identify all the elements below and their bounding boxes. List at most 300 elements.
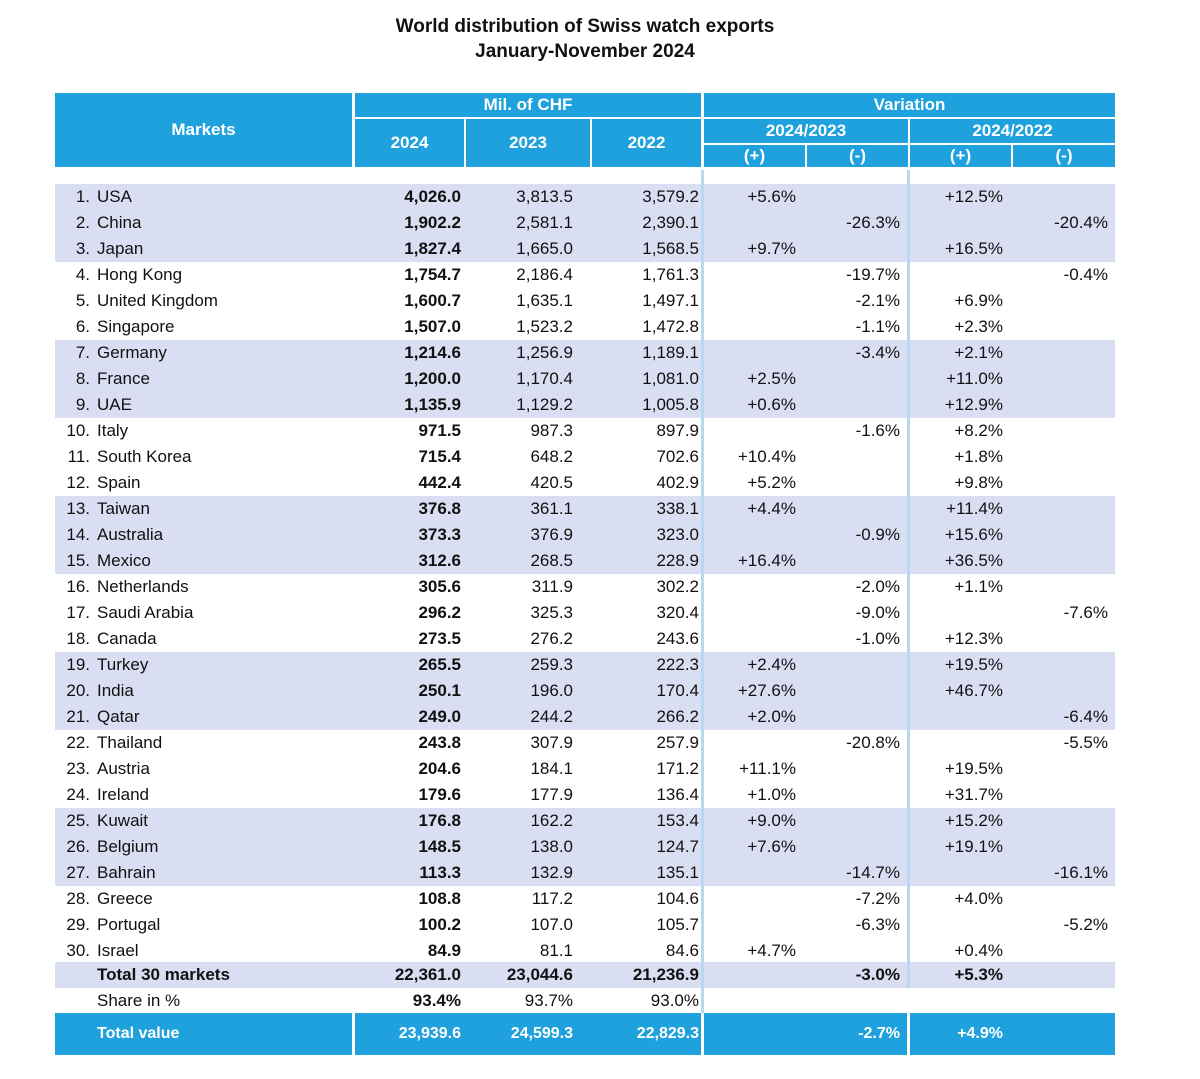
var-2022-plus: +12.5% xyxy=(944,187,1003,206)
var-2022-minus xyxy=(1015,652,1108,678)
rank: 11. xyxy=(67,447,90,466)
market-name: Canada xyxy=(97,629,157,648)
total-30-row xyxy=(55,962,1115,988)
value-2023: 259.3 xyxy=(530,655,573,674)
value-2023: 325.3 xyxy=(530,603,573,622)
value-2024: 108.8 xyxy=(418,889,461,908)
value-2022: 2,390.1 xyxy=(642,213,699,232)
value-2024: 176.8 xyxy=(418,811,461,830)
market-name: Japan xyxy=(97,239,144,258)
market-name: Mexico xyxy=(97,551,151,570)
value-2023: 1,523.2 xyxy=(516,317,573,336)
value-2022: 105.7 xyxy=(656,915,699,934)
var-2022-minus: -7.6% xyxy=(1063,603,1108,622)
var-2022-minus xyxy=(1015,834,1108,860)
rank: 17. xyxy=(66,603,90,622)
var-2022-plus: +15.2% xyxy=(944,811,1003,830)
header-var-2023-minus: (-) xyxy=(807,145,908,167)
header-mil-chf: Mil. of CHF xyxy=(355,93,701,117)
var-2023-plus xyxy=(703,314,796,340)
value-2023: 987.3 xyxy=(530,421,573,440)
rank: 13. xyxy=(66,499,90,518)
total-separator-1 xyxy=(352,1013,355,1055)
var-2022-plus: +19.1% xyxy=(944,837,1003,856)
var-2022-plus: +46.7% xyxy=(944,681,1003,700)
total-30-var-2022: +5.3% xyxy=(954,965,1003,984)
table-row xyxy=(55,236,1115,262)
rank: 9. xyxy=(75,395,90,414)
var-2023-plus: +9.7% xyxy=(747,239,796,258)
rank: 23. xyxy=(66,759,90,778)
var-2023-plus: +7.6% xyxy=(747,837,796,856)
value-2022: 3,579.2 xyxy=(642,187,699,206)
share-row xyxy=(55,988,1115,1014)
var-2022-minus: -6.4% xyxy=(1063,707,1108,726)
market-name: Portugal xyxy=(97,915,161,934)
value-2023: 361.1 xyxy=(530,499,573,518)
var-2022-plus xyxy=(910,912,1003,938)
var-2023-minus xyxy=(805,938,900,964)
var-2022-plus: +9.8% xyxy=(954,473,1003,492)
value-2022: 702.6 xyxy=(656,447,699,466)
value-2022: 1,189.1 xyxy=(642,343,699,362)
value-2023: 196.0 xyxy=(530,681,573,700)
value-2023: 81.1 xyxy=(539,941,573,960)
var-2022-plus: +12.3% xyxy=(944,629,1003,648)
var-2023-plus: +16.4% xyxy=(737,551,796,570)
var-2023-minus xyxy=(805,808,900,834)
table-row xyxy=(55,782,1115,808)
var-2023-minus xyxy=(805,392,900,418)
table-row xyxy=(55,860,1115,886)
header-var-2022: 2024/2022 xyxy=(910,119,1115,143)
value-2024: 4,026.0 xyxy=(404,187,461,206)
var-2022-plus: +8.2% xyxy=(954,421,1003,440)
table-row xyxy=(55,678,1115,704)
var-2022-minus: -5.2% xyxy=(1063,915,1108,934)
total-30-2022: 21,236.9 xyxy=(632,965,699,984)
value-2022: 170.4 xyxy=(656,681,699,700)
value-2023: 268.5 xyxy=(530,551,573,570)
var-2023-plus xyxy=(703,886,796,912)
value-2023: 307.9 xyxy=(530,733,573,752)
value-2024: 249.0 xyxy=(418,707,461,726)
value-2024: 1,214.6 xyxy=(404,343,461,362)
value-2023: 311.9 xyxy=(531,577,573,596)
value-2024: 312.6 xyxy=(418,551,461,570)
table-row xyxy=(55,288,1115,314)
header-2024: 2024 xyxy=(355,119,464,167)
value-2023: 3,813.5 xyxy=(516,187,573,206)
share-2022: 93.0% xyxy=(650,991,699,1010)
var-2023-minus xyxy=(805,756,900,782)
rank: 24. xyxy=(66,785,90,804)
total-separator-2 xyxy=(701,1013,704,1055)
var-2023-plus: +11.1% xyxy=(739,759,796,778)
value-2023: 1,129.2 xyxy=(516,395,573,414)
share-label: Share in % xyxy=(97,991,181,1010)
value-2024: 113.3 xyxy=(419,863,461,882)
rank: 12. xyxy=(66,473,90,492)
table-row xyxy=(55,522,1115,548)
value-2023: 1,256.9 xyxy=(516,343,573,362)
market-name: Singapore xyxy=(97,317,175,336)
value-2024: 442.4 xyxy=(418,473,461,492)
value-2023: 2,581.1 xyxy=(516,213,573,232)
value-2024: 715.4 xyxy=(418,447,461,466)
page-subtitle: January-November 2024 xyxy=(475,41,695,62)
value-2024: 148.5 xyxy=(418,837,461,856)
var-2023-plus: +0.6% xyxy=(747,395,796,414)
value-2023: 1,635.1 xyxy=(516,291,573,310)
var-2023-plus xyxy=(703,262,796,288)
table-row xyxy=(55,340,1115,366)
var-2022-minus xyxy=(1015,392,1108,418)
value-2024: 1,200.0 xyxy=(404,369,461,388)
var-2022-plus: +6.9% xyxy=(954,291,1003,310)
market-name: Austria xyxy=(97,759,150,778)
market-name: Ireland xyxy=(97,785,149,804)
market-name: Kuwait xyxy=(97,811,149,830)
table-row xyxy=(55,418,1115,444)
market-name: China xyxy=(97,213,142,232)
value-2022: 1,472.8 xyxy=(642,317,699,336)
rank: 10. xyxy=(66,421,90,440)
var-2023-plus: +2.5% xyxy=(747,369,796,388)
var-2022-plus xyxy=(910,730,1003,756)
table-row xyxy=(55,704,1115,730)
value-2023: 177.9 xyxy=(530,785,573,804)
value-2022: 320.4 xyxy=(656,603,699,622)
market-name: USA xyxy=(97,187,132,206)
var-2023-plus xyxy=(703,860,796,886)
var-2022-plus: +16.5% xyxy=(944,239,1003,258)
var-2022-plus xyxy=(910,860,1003,886)
value-2024: 265.5 xyxy=(418,655,461,674)
var-2022-plus: +19.5% xyxy=(944,759,1003,778)
market-name: India xyxy=(97,681,134,700)
rank: 4. xyxy=(75,265,90,284)
table-row xyxy=(55,912,1115,938)
var-2022-plus xyxy=(910,704,1003,730)
rank: 30. xyxy=(66,941,90,960)
var-2022-plus: +2.1% xyxy=(954,343,1003,362)
rank: 14. xyxy=(66,525,90,544)
table-row xyxy=(55,938,1115,964)
table-row xyxy=(55,262,1115,288)
var-2022-plus: +12.9% xyxy=(944,395,1003,414)
var-2022-minus xyxy=(1015,340,1108,366)
var-2023-plus: +2.0% xyxy=(747,707,796,726)
table-row xyxy=(55,886,1115,912)
var-2023-minus: -2.0% xyxy=(855,577,900,596)
table-row xyxy=(55,652,1115,678)
var-2023-minus xyxy=(805,444,900,470)
value-2022: 1,497.1 xyxy=(642,291,699,310)
share-2023: 93.7% xyxy=(524,991,573,1010)
var-2022-minus xyxy=(1015,418,1108,444)
var-2022-minus xyxy=(1015,548,1108,574)
var-2023-minus xyxy=(805,652,900,678)
market-name: Thailand xyxy=(97,733,163,752)
value-2022: 222.3 xyxy=(656,655,699,674)
table-row xyxy=(55,392,1115,418)
var-2023-minus xyxy=(805,782,900,808)
rank: 29. xyxy=(66,915,90,934)
market-name: France xyxy=(97,369,150,388)
var-2022-minus xyxy=(1015,678,1108,704)
var-2023-minus: -1.1% xyxy=(855,317,900,336)
value-2023: 117.2 xyxy=(531,889,573,908)
total-value-2024: 23,939.6 xyxy=(398,1025,461,1042)
var-2022-minus xyxy=(1015,756,1108,782)
total-value-label: Total value xyxy=(97,1025,180,1042)
var-2023-minus xyxy=(805,834,900,860)
value-2022: 84.6 xyxy=(665,941,699,960)
var-2022-plus: +1.8% xyxy=(954,447,1003,466)
var-2023-plus: +27.6% xyxy=(737,681,796,700)
value-2024: 273.5 xyxy=(418,629,461,648)
table-row xyxy=(55,444,1115,470)
rank: 22. xyxy=(66,733,90,752)
market-name: Bahrain xyxy=(97,863,156,882)
table-row xyxy=(55,184,1115,210)
var-2022-plus: +1.1% xyxy=(954,577,1003,596)
header-var-2022-plus: (+) xyxy=(910,145,1011,167)
rank: 8. xyxy=(75,369,90,388)
var-2023-minus: -7.2% xyxy=(855,889,900,908)
value-2022: 257.9 xyxy=(656,733,699,752)
market-name: UAE xyxy=(97,395,132,414)
table-row xyxy=(55,496,1115,522)
market-name: United Kingdom xyxy=(97,291,218,310)
market-name: South Korea xyxy=(97,447,192,466)
value-2024: 1,827.4 xyxy=(404,239,461,258)
var-2022-plus: +4.0% xyxy=(954,889,1003,908)
value-2022: 1,005.8 xyxy=(642,395,699,414)
rank: 2. xyxy=(75,213,90,232)
var-2023-minus xyxy=(805,678,900,704)
value-2023: 107.0 xyxy=(530,915,573,934)
value-2024: 971.5 xyxy=(418,421,461,440)
market-name: Australia xyxy=(97,525,164,544)
var-2022-minus xyxy=(1015,626,1108,652)
var-2022-plus: +36.5% xyxy=(944,551,1003,570)
value-2024: 1,600.7 xyxy=(404,291,461,310)
market-name: Saudi Arabia xyxy=(97,603,194,622)
total-30-2024: 22,361.0 xyxy=(394,965,461,984)
var-2022-minus: -16.1% xyxy=(1054,863,1108,882)
var-2022-minus xyxy=(1015,574,1108,600)
var-2022-plus xyxy=(910,262,1003,288)
header-markets: Markets xyxy=(55,93,352,167)
value-2024: 376.8 xyxy=(418,499,461,518)
header-var-2023-plus: (+) xyxy=(704,145,805,167)
var-2022-minus xyxy=(1015,236,1108,262)
value-2022: 228.9 xyxy=(656,551,699,570)
total-30-label: Total 30 markets xyxy=(97,965,230,984)
var-2023-minus: -9.0% xyxy=(855,603,900,622)
rank: 15. xyxy=(66,551,90,570)
value-2024: 243.8 xyxy=(418,733,461,752)
table-row xyxy=(55,730,1115,756)
var-2023-minus: -26.3% xyxy=(846,213,900,232)
var-2023-minus xyxy=(805,704,900,730)
rank: 1. xyxy=(75,187,90,206)
table-row xyxy=(55,574,1115,600)
total-value-var-2022: +4.9% xyxy=(957,1025,1003,1042)
market-name: Spain xyxy=(97,473,141,492)
header-var-2022-minus: (-) xyxy=(1013,145,1115,167)
value-2023: 184.1 xyxy=(530,759,573,778)
market-name: Netherlands xyxy=(97,577,189,596)
value-2022: 323.0 xyxy=(656,525,699,544)
value-2024: 1,902.2 xyxy=(404,213,461,232)
rank: 3. xyxy=(75,239,90,258)
value-2023: 2,186.4 xyxy=(516,265,573,284)
var-2023-minus: -0.9% xyxy=(855,525,900,544)
value-2023: 138.0 xyxy=(530,837,573,856)
var-2023-plus xyxy=(703,340,796,366)
total-30-var-2023: -3.0% xyxy=(855,965,900,984)
total-value-2023: 24,599.3 xyxy=(510,1025,573,1042)
var-2022-minus xyxy=(1015,366,1108,392)
value-2024: 250.1 xyxy=(418,681,461,700)
page-title: World distribution of Swiss watch exports xyxy=(395,16,775,37)
rank: 25. xyxy=(66,811,90,830)
table-row xyxy=(55,470,1115,496)
market-name: Hong Kong xyxy=(97,265,183,284)
value-2024: 179.6 xyxy=(418,785,461,804)
value-2022: 136.4 xyxy=(656,785,699,804)
var-2023-plus xyxy=(703,574,796,600)
var-2022-minus: -20.4% xyxy=(1054,213,1108,232)
value-2023: 648.2 xyxy=(530,447,573,466)
var-2022-plus: +31.7% xyxy=(944,785,1003,804)
var-2022-minus xyxy=(1015,444,1108,470)
table-row xyxy=(55,834,1115,860)
var-2023-plus: +5.6% xyxy=(747,187,796,206)
rank: 18. xyxy=(66,629,90,648)
var-2023-minus: -19.7% xyxy=(846,265,900,284)
total-separator-3 xyxy=(907,1013,910,1055)
var-2023-plus: +4.7% xyxy=(747,941,796,960)
value-2022: 1,568.5 xyxy=(642,239,699,258)
value-2024: 305.6 xyxy=(418,577,461,596)
value-2022: 1,081.0 xyxy=(642,369,699,388)
value-2024: 296.2 xyxy=(418,603,461,622)
value-2024: 1,135.9 xyxy=(404,395,461,414)
table-row xyxy=(55,210,1115,236)
market-name: Turkey xyxy=(97,655,149,674)
value-2022: 171.2 xyxy=(656,759,699,778)
var-2022-minus xyxy=(1015,496,1108,522)
var-2023-plus: +9.0% xyxy=(747,811,796,830)
var-2023-plus xyxy=(703,730,796,756)
var-2022-plus: +2.3% xyxy=(954,317,1003,336)
var-2023-plus: +1.0% xyxy=(747,785,796,804)
value-2024: 1,507.0 xyxy=(404,317,461,336)
var-2023-plus xyxy=(703,418,796,444)
value-2023: 132.9 xyxy=(530,863,573,882)
total-30-2023: 23,044.6 xyxy=(506,965,573,984)
var-2023-plus xyxy=(703,210,796,236)
rank: 19. xyxy=(66,655,90,674)
value-2022: 1,761.3 xyxy=(642,265,699,284)
value-2023: 376.9 xyxy=(530,525,573,544)
var-2023-minus xyxy=(805,236,900,262)
var-2022-plus: +19.5% xyxy=(944,655,1003,674)
market-name: Israel xyxy=(97,941,139,960)
value-2023: 420.5 xyxy=(530,473,573,492)
header-2022: 2022 xyxy=(592,119,701,167)
total-value-var-2023: -2.7% xyxy=(858,1025,900,1042)
rank: 28. xyxy=(66,889,90,908)
value-2023: 1,170.4 xyxy=(516,369,573,388)
table-row xyxy=(55,366,1115,392)
value-2024: 204.6 xyxy=(418,759,461,778)
var-2022-plus xyxy=(910,600,1003,626)
var-2023-minus xyxy=(805,184,900,210)
market-name: Italy xyxy=(97,421,129,440)
market-name: Qatar xyxy=(97,707,140,726)
rank: 27. xyxy=(66,863,90,882)
var-2023-plus xyxy=(703,912,796,938)
rank: 16. xyxy=(66,577,90,596)
var-2022-minus xyxy=(1015,184,1108,210)
var-2022-plus xyxy=(910,210,1003,236)
table-row xyxy=(55,314,1115,340)
total-value-2022: 22,829.3 xyxy=(636,1025,699,1042)
market-name: Germany xyxy=(97,343,167,362)
value-2023: 244.2 xyxy=(530,707,573,726)
var-2022-minus xyxy=(1015,314,1108,340)
rank: 7. xyxy=(75,343,90,362)
header-variation: Variation xyxy=(704,93,1115,117)
rank: 5. xyxy=(75,291,90,310)
value-2022: 153.4 xyxy=(656,811,699,830)
header-2023: 2023 xyxy=(466,119,590,167)
value-2022: 338.1 xyxy=(656,499,699,518)
value-2024: 1,754.7 xyxy=(404,265,461,284)
rank: 20. xyxy=(66,681,90,700)
var-2022-minus: -0.4% xyxy=(1063,265,1108,284)
value-2022: 302.2 xyxy=(656,577,699,596)
table-row xyxy=(55,600,1115,626)
var-2023-minus: -1.0% xyxy=(855,629,900,648)
table-row xyxy=(55,548,1115,574)
rank: 6. xyxy=(75,317,90,336)
market-name: Belgium xyxy=(97,837,159,856)
value-2024: 84.9 xyxy=(427,941,461,960)
value-2023: 276.2 xyxy=(530,629,573,648)
var-2023-plus xyxy=(703,626,796,652)
var-2023-plus xyxy=(703,600,796,626)
var-2022-plus: +15.6% xyxy=(944,525,1003,544)
var-2022-minus xyxy=(1015,470,1108,496)
var-2022-minus xyxy=(1015,288,1108,314)
var-2023-minus: -6.3% xyxy=(855,915,900,934)
var-2023-minus: -2.1% xyxy=(855,291,900,310)
var-2022-plus: +0.4% xyxy=(954,941,1003,960)
value-2022: 897.9 xyxy=(656,421,699,440)
table-row xyxy=(55,808,1115,834)
table-row xyxy=(55,626,1115,652)
value-2024: 100.2 xyxy=(418,915,461,934)
var-2022-minus xyxy=(1015,808,1108,834)
var-2023-plus xyxy=(703,288,796,314)
value-2022: 402.9 xyxy=(656,473,699,492)
